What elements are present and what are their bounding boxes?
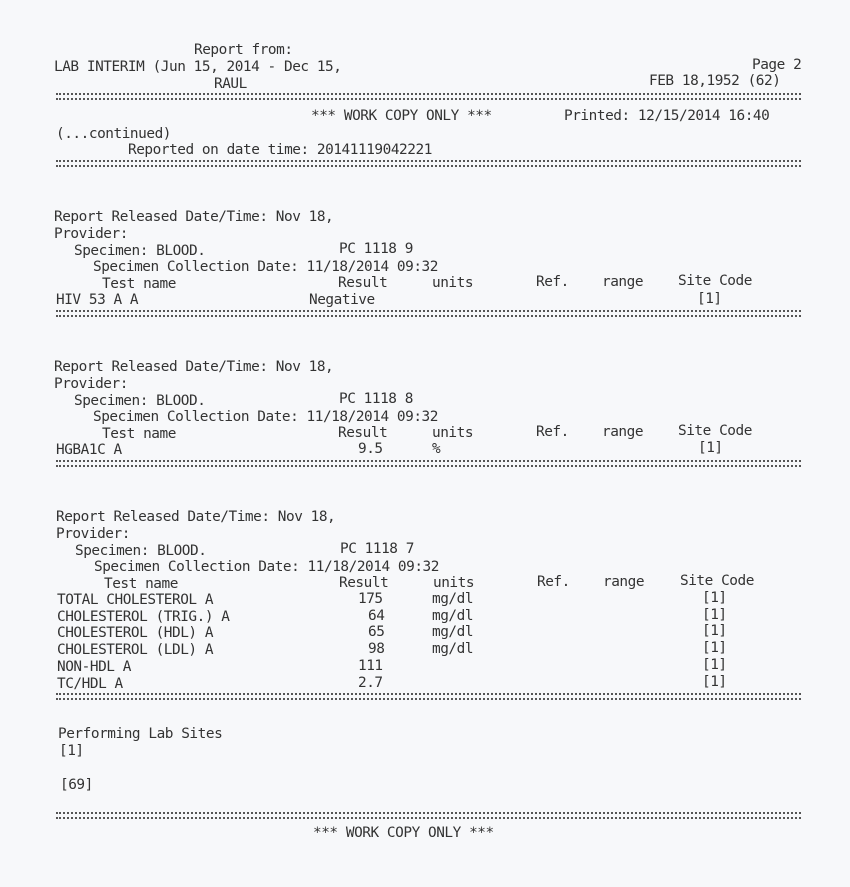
accession-number: PC 1118 7	[340, 541, 414, 557]
test-name: NON-HDL A	[57, 659, 131, 675]
col-result: Result	[339, 575, 389, 591]
lab-site-ref: [1]	[59, 743, 84, 759]
col-units: units	[433, 575, 475, 591]
provider-label: Provider:	[54, 226, 128, 242]
test-name: HGBA1C A	[56, 442, 122, 458]
separator-rule	[56, 460, 801, 467]
report-released-label: Report Released Date/Time: Nov 18,	[54, 359, 334, 375]
col-test-name: Test name	[102, 426, 176, 442]
col-units: units	[432, 425, 474, 441]
test-result: 64	[368, 608, 385, 624]
test-name: CHOLESTEROL (HDL) A	[57, 625, 214, 641]
separator-rule	[56, 160, 801, 167]
col-ref: Ref.	[536, 274, 569, 290]
patient-dob-age: FEB 18,1952 (62)	[649, 73, 781, 89]
specimen-label: Specimen: BLOOD.	[75, 543, 207, 559]
col-range: range	[602, 424, 644, 440]
test-units: mg/dl	[432, 624, 474, 640]
test-name: TC/HDL A	[57, 676, 123, 692]
page-number: Page 2	[752, 57, 802, 73]
separator-rule	[56, 693, 801, 700]
test-site-code: [1]	[702, 590, 727, 606]
col-result: Result	[338, 275, 388, 291]
reported-on-datetime: Reported on date time: 20141119042221	[128, 142, 432, 158]
test-units: mg/dl	[432, 641, 474, 657]
separator-rule	[56, 812, 801, 819]
work-copy-banner: *** WORK COPY ONLY ***	[311, 108, 492, 124]
test-result: 98	[368, 641, 385, 657]
provider-label: Provider:	[54, 376, 128, 392]
provider-label: Provider:	[56, 526, 130, 542]
continued-label: (...continued)	[56, 126, 171, 142]
performing-lab-sites-heading: Performing Lab Sites	[58, 726, 223, 742]
test-site-code: [1]	[702, 607, 727, 623]
accession-number: PC 1118 8	[339, 391, 413, 407]
printed-timestamp: Printed: 12/15/2014 16:40	[564, 108, 770, 124]
work-copy-footer: *** WORK COPY ONLY ***	[313, 825, 494, 841]
test-name: TOTAL CHOLESTEROL A	[57, 592, 214, 608]
col-test-name: Test name	[104, 576, 178, 592]
test-site-code: [1]	[697, 291, 722, 307]
collection-date: Specimen Collection Date: 11/18/2014 09:32	[94, 559, 439, 575]
col-units: units	[432, 275, 474, 291]
test-site-code: [1]	[702, 657, 727, 673]
separator-rule	[56, 310, 801, 317]
test-name: CHOLESTEROL (TRIG.) A	[57, 609, 230, 625]
col-test-name: Test name	[102, 276, 176, 292]
col-result: Result	[338, 425, 388, 441]
test-name: CHOLESTEROL (LDL) A	[57, 642, 214, 658]
report-released-label: Report Released Date/Time: Nov 18,	[56, 509, 336, 525]
col-site-code: Site Code	[678, 273, 752, 289]
col-range: range	[602, 274, 644, 290]
test-result: 65	[368, 624, 385, 640]
test-site-code: [1]	[702, 674, 727, 690]
report-released-label: Report Released Date/Time: Nov 18,	[54, 209, 334, 225]
test-result: Negative	[309, 292, 375, 308]
test-result: 111	[358, 658, 383, 674]
test-site-code: [1]	[702, 623, 727, 639]
collection-date: Specimen Collection Date: 11/18/2014 09:32	[93, 409, 438, 425]
test-site-code: [1]	[702, 640, 727, 656]
test-name: HIV 53 A A	[56, 292, 139, 308]
report-title: LAB INTERIM (Jun 15, 2014 - Dec 15,	[54, 59, 342, 75]
test-units: mg/dl	[432, 608, 474, 624]
report-from-label: Report from:	[194, 42, 293, 58]
test-units: %	[432, 441, 441, 457]
patient-name: RAUL	[214, 76, 247, 92]
col-site-code: Site Code	[680, 573, 754, 589]
lab-site-code: [69]	[60, 777, 93, 793]
test-site-code: [1]	[698, 440, 723, 456]
separator-rule	[56, 93, 801, 100]
col-range: range	[603, 574, 645, 590]
specimen-label: Specimen: BLOOD.	[74, 243, 206, 259]
collection-date: Specimen Collection Date: 11/18/2014 09:32	[93, 259, 438, 275]
col-ref: Ref.	[537, 574, 570, 590]
test-result: 2.7	[358, 675, 383, 691]
test-result: 9.5	[358, 441, 383, 457]
col-site-code: Site Code	[678, 423, 752, 439]
col-ref: Ref.	[536, 424, 569, 440]
accession-number: PC 1118 9	[339, 241, 413, 257]
specimen-label: Specimen: BLOOD.	[74, 393, 206, 409]
test-units: mg/dl	[432, 591, 474, 607]
test-result: 175	[358, 591, 383, 607]
